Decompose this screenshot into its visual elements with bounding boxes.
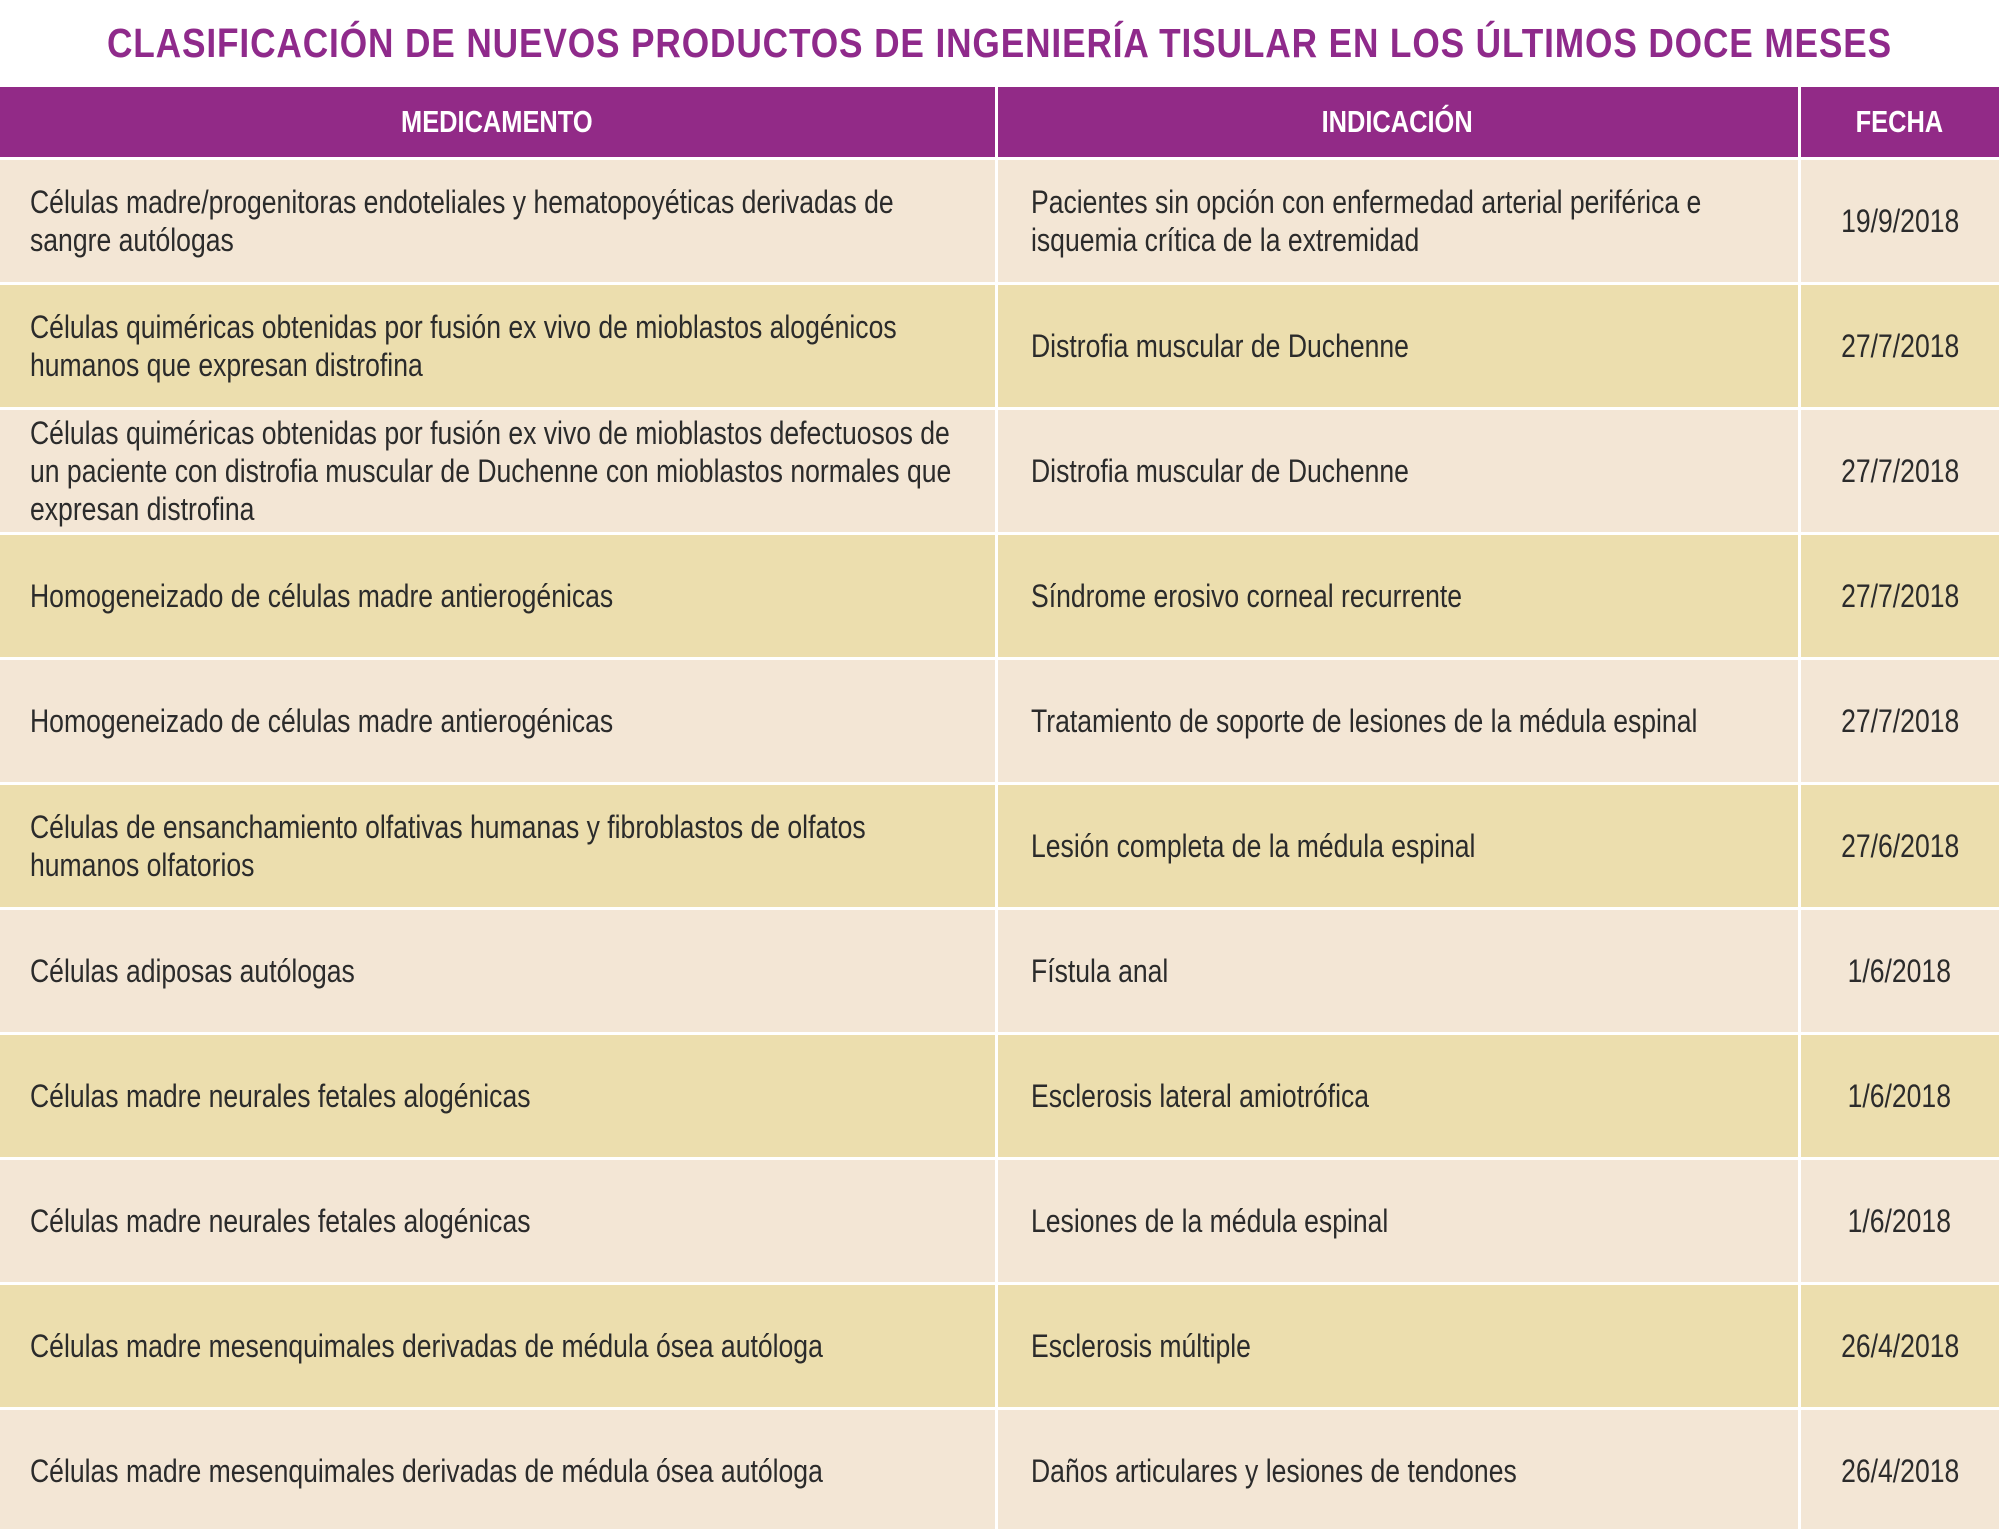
cell-medicamento-text: Células madre/progenitoras endoteliales y hematopoyéticas derivadas de sangre autólogas	[30, 184, 894, 258]
cell-medicamento	[0, 909, 996, 1034]
cell-indicacion-text: Tratamiento de soporte de lesiones de la médula espinal	[1030, 703, 1697, 739]
cell-indicacion	[996, 534, 1799, 659]
table-row	[0, 159, 1999, 284]
cell-fecha	[1799, 1409, 1999, 1529]
cell-medicamento-text: Células quiméricas obtenidas por fusión ex vivo de mioblastos defectuosos de un paciente con distrofia muscular de Duchenne con mioblastos normales que expresan distrofina	[30, 415, 952, 527]
cell-fecha-text: 1/6/2018	[1848, 1078, 1952, 1114]
cell-fecha-text: 1/6/2018	[1848, 953, 1952, 989]
cell-medicamento-text: Células quiméricas obtenidas por fusión ex vivo de mioblastos alogénicos humanos que expresan distrofina	[30, 309, 897, 383]
cell-indicacion	[996, 159, 1799, 284]
cell-medicamento-text: Células adiposas autólogas	[30, 953, 355, 989]
table-row	[0, 659, 1999, 784]
cell-medicamento-text: Células madre mesenquimales derivadas de médula ósea autóloga	[30, 1328, 823, 1364]
cell-fecha	[1799, 659, 1999, 784]
cell-fecha-text: 27/7/2018	[1840, 328, 1959, 364]
cell-indicacion-text: Esclerosis múltiple	[1030, 1328, 1251, 1364]
cell-indicacion	[996, 1159, 1799, 1284]
cell-fecha-text: 27/7/2018	[1840, 453, 1959, 489]
cell-indicacion-text: Distrofia muscular de Duchenne	[1030, 453, 1409, 489]
cell-indicacion-text: Lesiones de la médula espinal	[1030, 1203, 1388, 1239]
products-table	[0, 87, 1999, 1529]
header-row	[0, 87, 1999, 159]
table-title: CLASIFICACIÓN DE NUEVOS PRODUCTOS DE INGENIERÍA TISULAR EN LOS ÚLTIMOS DOCE MESES	[106, 20, 1893, 66]
table-row	[0, 1034, 1999, 1159]
cell-indicacion-text: Síndrome erosivo corneal recurrente	[1030, 578, 1462, 614]
cell-indicacion-text: Fístula anal	[1030, 953, 1168, 989]
cell-indicacion	[996, 784, 1799, 909]
cell-indicacion-text: Esclerosis lateral amiotrófica	[1030, 1078, 1369, 1114]
table-row	[0, 409, 1999, 534]
cell-medicamento	[0, 409, 996, 534]
cell-indicacion-text: Distrofia muscular de Duchenne	[1030, 328, 1409, 364]
table-row	[0, 1284, 1999, 1409]
cell-indicacion	[996, 909, 1799, 1034]
cell-indicacion-text: Lesión completa de la médula espinal	[1030, 828, 1475, 864]
table-row	[0, 284, 1999, 409]
cell-medicamento	[0, 659, 996, 784]
cell-fecha	[1799, 284, 1999, 409]
cell-fecha-text: 27/6/2018	[1840, 828, 1959, 864]
column-header-indicacion-label: INDICACIÓN	[1321, 104, 1474, 139]
cell-medicamento-text: Células madre neurales fetales alogénicas	[30, 1203, 531, 1239]
cell-medicamento	[0, 1034, 996, 1159]
cell-medicamento	[0, 284, 996, 409]
cell-medicamento-text: Células de ensanchamiento olfativas humanas y fibroblastos de olfatos humanos olfatorios	[30, 809, 866, 883]
cell-medicamento	[0, 784, 996, 909]
cell-indicacion	[996, 409, 1799, 534]
cell-medicamento-text: Células madre mesenquimales derivadas de médula ósea autóloga	[30, 1453, 823, 1489]
cell-indicacion	[996, 659, 1799, 784]
cell-medicamento-text: Homogeneizado de células madre antierogénicas	[30, 703, 614, 739]
cell-indicacion-text: Pacientes sin opción con enfermedad arterial periférica e isquemia crítica de la extremidad	[1030, 184, 1701, 258]
cell-fecha	[1799, 159, 1999, 284]
table-row	[0, 1409, 1999, 1529]
cell-medicamento	[0, 1284, 996, 1409]
table-body	[0, 159, 1999, 1529]
cell-indicacion	[996, 284, 1799, 409]
cell-medicamento	[0, 534, 996, 659]
cell-medicamento	[0, 1159, 996, 1284]
cell-indicacion	[996, 1409, 1799, 1529]
column-header-medicamento	[0, 87, 996, 159]
cell-fecha-text: 1/6/2018	[1848, 1203, 1952, 1239]
cell-fecha-text: 19/9/2018	[1840, 203, 1959, 239]
column-header-fecha-label: FECHA	[1855, 104, 1944, 139]
cell-fecha	[1799, 1284, 1999, 1409]
cell-indicacion-text: Daños articulares y lesiones de tendones	[1030, 1453, 1517, 1489]
cell-medicamento	[0, 159, 996, 284]
cell-fecha	[1799, 409, 1999, 534]
column-header-fecha	[1799, 87, 1999, 159]
table-header	[0, 87, 1999, 159]
table-row	[0, 1159, 1999, 1284]
table-row	[0, 784, 1999, 909]
cell-indicacion	[996, 1034, 1799, 1159]
column-header-indicacion	[996, 87, 1799, 159]
cell-fecha-text: 26/4/2018	[1840, 1328, 1959, 1364]
column-header-medicamento-label: MEDICAMENTO	[401, 104, 594, 139]
cell-fecha-text: 27/7/2018	[1840, 703, 1959, 739]
table-row	[0, 909, 1999, 1034]
cell-fecha	[1799, 784, 1999, 909]
cell-fecha-text: 27/7/2018	[1840, 578, 1959, 614]
cell-medicamento-text: Células madre neurales fetales alogénicas	[30, 1078, 531, 1114]
cell-medicamento	[0, 1409, 996, 1529]
table-row	[0, 534, 1999, 659]
cell-medicamento-text: Homogeneizado de células madre antierogénicas	[30, 578, 614, 614]
cell-fecha	[1799, 534, 1999, 659]
cell-fecha-text: 26/4/2018	[1840, 1453, 1959, 1489]
cell-indicacion	[996, 1284, 1799, 1409]
